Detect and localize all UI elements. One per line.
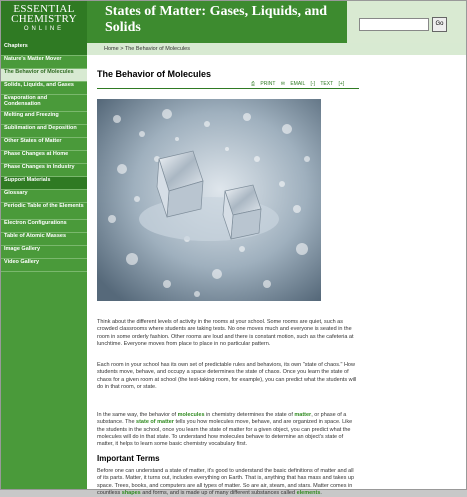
sidebar-section-header: Chapters <box>1 43 87 56</box>
sidebar-section-header: Support Materials <box>1 177 87 190</box>
elements-link[interactable]: elements <box>296 489 321 496</box>
ice-cube-left <box>157 151 203 217</box>
molecules-paragraph <box>97 412 359 448</box>
p4-text-a: Before one can understand a state of matter, it's good to understand the basic definitions of matter and all of its parts. Matter, it turns out, includes everything on Earth. That is, anything that has mass and takes up space. Trees, books, and computers are all types of matter. So are air, steam, and stars. Matter comes in countless <box>97 468 355 496</box>
sidebar-item[interactable]: Solids, Liquids, and Gases <box>1 82 87 95</box>
print-icon[interactable]: ⎙ <box>251 81 256 87</box>
breadcrumb-text[interactable]: Home > The Behavior of Molecules <box>104 46 190 52</box>
chaos-paragraph: Each room in your school has its own set of predictable rules and behaviors, its own "state of chaos." How students move, behave, and occupy a space determines the state of chaos. Once you learn the state of chaos for a given room at school (the test-taking room, for example), you can predict what the students will do in that room, or state. <box>97 362 357 390</box>
important-terms-heading: Important Terms <box>97 454 160 463</box>
sidebar-item[interactable]: Video Gallery <box>1 259 87 272</box>
page-tools <box>247 81 344 87</box>
ice-cubes-illustration <box>97 99 321 301</box>
print-link[interactable]: PRINT <box>260 81 276 87</box>
matter-link[interactable]: matter <box>294 412 312 418</box>
state-of-matter-link[interactable]: state of matter <box>136 419 174 426</box>
breadcrumb <box>87 43 466 55</box>
p3-text-b: in chemistry determines the state of <box>204 412 295 418</box>
email-icon[interactable]: ✉ <box>280 81 285 87</box>
sidebar-item[interactable]: Other States of Matter <box>1 138 87 151</box>
site-logo[interactable] <box>1 1 87 43</box>
sidebar-item[interactable]: Phase Changes at Home <box>1 151 87 164</box>
sidebar-nav <box>1 43 87 489</box>
logo-line3: ONLINE <box>23 26 65 32</box>
sidebar-item[interactable]: Nature's Matter Mover <box>1 56 87 69</box>
intro-paragraph: Think about the different levels of activity in the rooms at your school. Some rooms are quiet, such as crowded classrooms where students are taking tests. No one moves much and everyone is seated in the room in some orderly fashion. Other rooms are loud and there is constant motion, such as the cafeteria at lunchtime. Everyone moves from place to place in no particular pattern. <box>97 319 354 347</box>
p3-text-a: In the same way, the behavior of <box>97 412 178 418</box>
molecules-link[interactable]: molecules <box>177 412 205 418</box>
p4-text-b: and forms, and is made up of many different substances called <box>140 489 297 496</box>
sidebar-item[interactable]: Image Gallery <box>1 246 87 259</box>
sidebar-item[interactable]: Periodic Table of the Elements <box>1 203 87 220</box>
site-title: States of Matter: Gases, Liquids, and Solids <box>105 4 328 35</box>
text-increase-button[interactable]: [+] <box>338 81 345 87</box>
main-content <box>87 55 466 496</box>
sidebar-item[interactable]: Electron Configurations <box>1 220 87 233</box>
ice-cube-right <box>223 185 261 239</box>
p3-text-c: , or phase of a substance. The <box>97 412 347 426</box>
sidebar-item[interactable]: The Behavior of Molecules <box>1 69 87 82</box>
sidebar-item[interactable]: Table of Atomic Masses <box>1 233 87 246</box>
logo-line2: CHEMISTRY <box>11 13 77 25</box>
search-go-button[interactable]: Go <box>432 17 447 32</box>
sidebar-item[interactable]: Glossary <box>1 190 87 203</box>
text-size-label: TEXT <box>320 81 334 87</box>
email-link[interactable]: EMAIL <box>290 81 306 87</box>
search-input[interactable] <box>359 18 429 31</box>
text-decrease-button[interactable]: [-] <box>310 81 315 87</box>
p4-text-c: . <box>320 489 322 496</box>
page-title: The Behavior of Molecules <box>97 69 212 79</box>
logo-line1: ESSENTIAL <box>13 3 75 15</box>
sidebar-item[interactable]: Phase Changes in Industry <box>1 164 87 177</box>
shapes-link[interactable]: shapes <box>121 489 141 496</box>
p3-text-d: tells you how molecules move, behave, and are organized in space. Like the students in the school, once you learn the state of matter for a given object, you can predict what the molecules will do in that state. To understand how molecules behave to determine an object's state of matter, it helps to learn some basic chemistry vocabulary first. <box>97 419 353 448</box>
sidebar-item[interactable]: Melting and Freezing <box>1 112 87 125</box>
sidebar-item[interactable]: Evaporation and Condensation <box>1 95 87 112</box>
sidebar-item[interactable]: Sublimation and Deposition <box>1 125 87 138</box>
terms-paragraph <box>97 468 359 497</box>
site-header <box>1 1 466 43</box>
title-divider <box>97 88 359 89</box>
ice-cubes-photo <box>97 99 321 301</box>
